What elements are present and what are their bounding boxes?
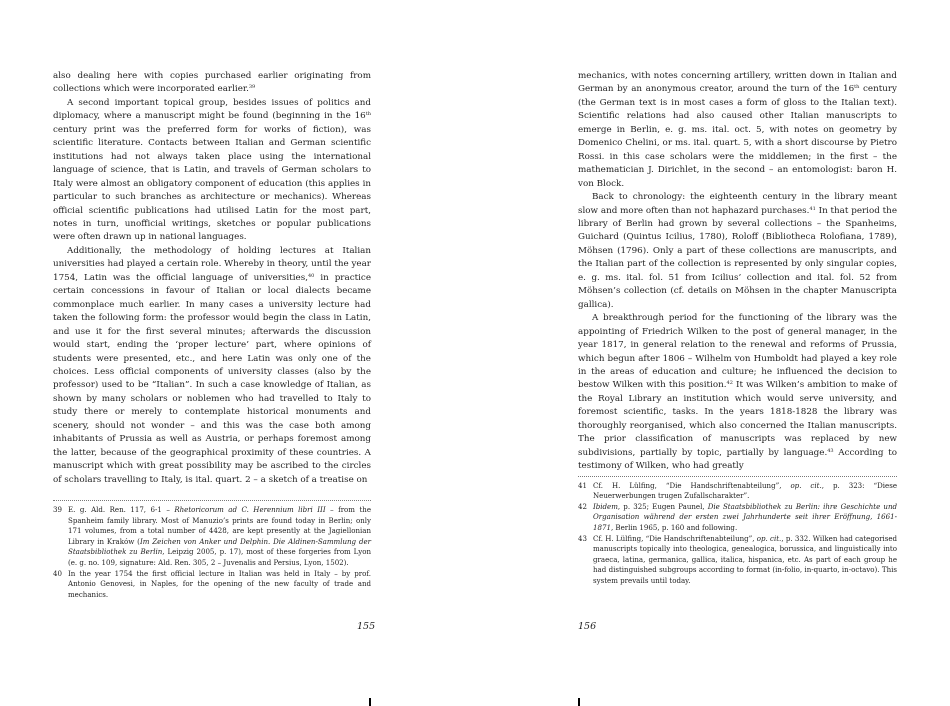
left-paragraph-3: Additionally, the methodology of holding lectures at Italian universities had played a certain role. Whereby in theory, until the year 1754, Latin was the official language of universities,$^{40}$ in practice certain concessions in favour of Italian or local dialects became commonplace much earlier. In many cases a university lecture had taken the following form: the professor would begin the class in Latin, and use it for the first several minutes; afterwards the discussion would start, ending the ‘proper lecture’ part, where opinions of students were presented, etc., and here Latin was only one of the choices. Less official components of university classes (also by the professor) used to be “Italian”. In such a case knowledge of Italian, as shown by many scholars or noblemen who had travelled to Italy to study there or merely to contemplate historical monuments and scenery, should not wonder – and this was the case both among inhabitants of Prussia as well as Austria, or perhaps foremost among the latter, because of the geographical proximity of these countries. A manuscript which with great possibility may be ascribed to the circles of scholars travelling to Italy, is ital. quart. 2 – a sketch of a treatise on [53,245,371,485]
left-page [53,70,371,600]
right-page [578,70,897,587]
crop-mark-right [578,698,580,706]
page-number-right: 156 [578,621,597,632]
footnote-42 [578,502,897,534]
footnote-41 [578,481,897,502]
left-footnotes [53,505,371,600]
footnote-40 [53,569,371,601]
right-footnotes [578,481,897,587]
left-paragraph-2: A second important topical group, besides issues of politics and diplomacy, where a manuscript might be found (beginning in the 16th century print was the preferred form for works of fiction), was scientific literature. Contacts between Italian and German scientific institutions had not always taken place using the international language of science, that is Latin, and travels of German scholars to Italy were almost an obligatory component of education (this applies in particular to such branches as architecture or mechanics). Whereas official scientific publications had utilised Latin for the most part, notes in turn, unofficial writings, sketches or popular publications were often drawn up in national languages. [53,97,371,243]
crop-mark-left [369,698,371,706]
footnote-number: 42 [578,501,587,511]
footnote-number: 43 [578,533,587,543]
footnote-39 [53,505,371,569]
footnote-text: In the year 1754 the first official lecture in Italian was held in Italy – by prof. Antonio Genovesi, in Naples, for the opening of the new faculty of trade and mechanics. [68,568,371,599]
footnote-text: Cf. H. Lülfing, “Die Handschriftenabteilung”, op. cit., p. 323: “Diese Neuerwerbungen trugen Zufallscharakter”. [593,480,897,501]
footnote-text: Cf. H. Lülfing, “Die Handschriftenabteilung”, op. cit., p. 332. Wilken had categorised manuscripts topically into theologica, genealogica, borussica, and linguistically into graeca, latina, germanica, gallica, italica, hispanica, etc. As part of each group he had distinguished subgroups according to format (in-folio, in-quarto, in-octavo). This system prevails until today. [593,533,898,585]
left-body-text [53,70,371,487]
footnote-text: E. g. Ald. Ren. 117, 6-1 – Rhetoricorum ad C. Herennium libri III – from the Spanheim family library. Most of Manuzio’s prints are found today in Berlin; only 171 volumes, from a total number of 4428, are kept presently at the Jagiellonian Library in Kraków (Im Zeichen von Anker und Delphin. Die Aldinen-Sammlung der Staatsbibliothek zu Berlin, Leipzig 2005, p. 17), most of these forgeries from Lyon (e. g. no. 109, signature: Ald. Ren. 305, 2 – Juvenalis and Persius, Lyon, 1502). [68,505,372,568]
footnote-text: Ibidem, p. 325; Eugen Paunel, Die Staatsbibliothek zu Berlin: ihre Geschichte und Organisation während der ersten zwei Jahrhunderte seit ihrer Eröffnung, 1661-1871, Berlin 1965, p. 160 and following. [593,501,897,532]
footnote-43 [578,534,897,587]
right-paragraph-1: mechanics, with notes concerning artillery, written down in Italian and German by an anonymous creator, around the turn of the 16th century (the German text is in most cases a form of gloss to the Italian text). Scientific relations had also caused other Italian manuscripts to emerge in Berlin, e. g. ms. ital. oct. 5, with notes on geometry by Domenico Chelini, or ms. ital. quart. 5, with a short discourse by Pietro Rossi. in this case scholars were the middlemen; in the first – the mathematician J. Dirichlet, in the second – an entomologist: baron H. von Block. [578,71,897,189]
right-paragraph-2: Back to chronology: the eighteenth century in the library meant slow and more often than not haphazard purchases.$^{41}$ In that period the library of Berlin had grown by several collections – the Spanheims, Guichard (Quintus Icilius, 1780), Roloff (Bibliotheca Rolofiana, 1789), Möhsen (1796). Only a part of these collections are manuscripts, and the Italian part of the collection is represented by only singular copies, e. g. ms. ital. fol. 51 from Icilius’ collection and ital. fol. 52 from Möhsen’s collection (cf. details on Möhsen in the chapter Manuscripta gallica). [578,192,897,310]
right-paragraph-3: A breakthrough period for the functioning of the library was the appointing of Friedrich Wilken to the post of general manager, in the year 1817, in general relation to the renewal and reforms of Prussia, which begun after 1806 – Wilhelm von Humboldt had played a key role in the areas of education and culture; he influenced the decision to bestow Wilken with this position.$^{42}$ It was Wilken’s ambition to make of the Royal Library an institution which would serve university, and foremost scientific, tasks. In the years 1818-1828 the library was thoroughly reorganised, which also concerned the Italian manuscripts. The prior classification of manuscripts was replaced by new subdivisions, partially by topic, partially by language.$^{43}$ According to testimony of Wilken, who had greatly [578,313,897,472]
footnote-number: 39 [53,505,62,515]
right-body-text [578,70,897,474]
footnote-number: 40 [53,568,62,578]
footnote-number: 41 [578,480,587,490]
left-paragraph-1: also dealing here with copies purchased earlier originating from collections which were incorporated earlier.$^{39}$ [53,71,371,95]
page-number-left: 155 [357,621,376,632]
